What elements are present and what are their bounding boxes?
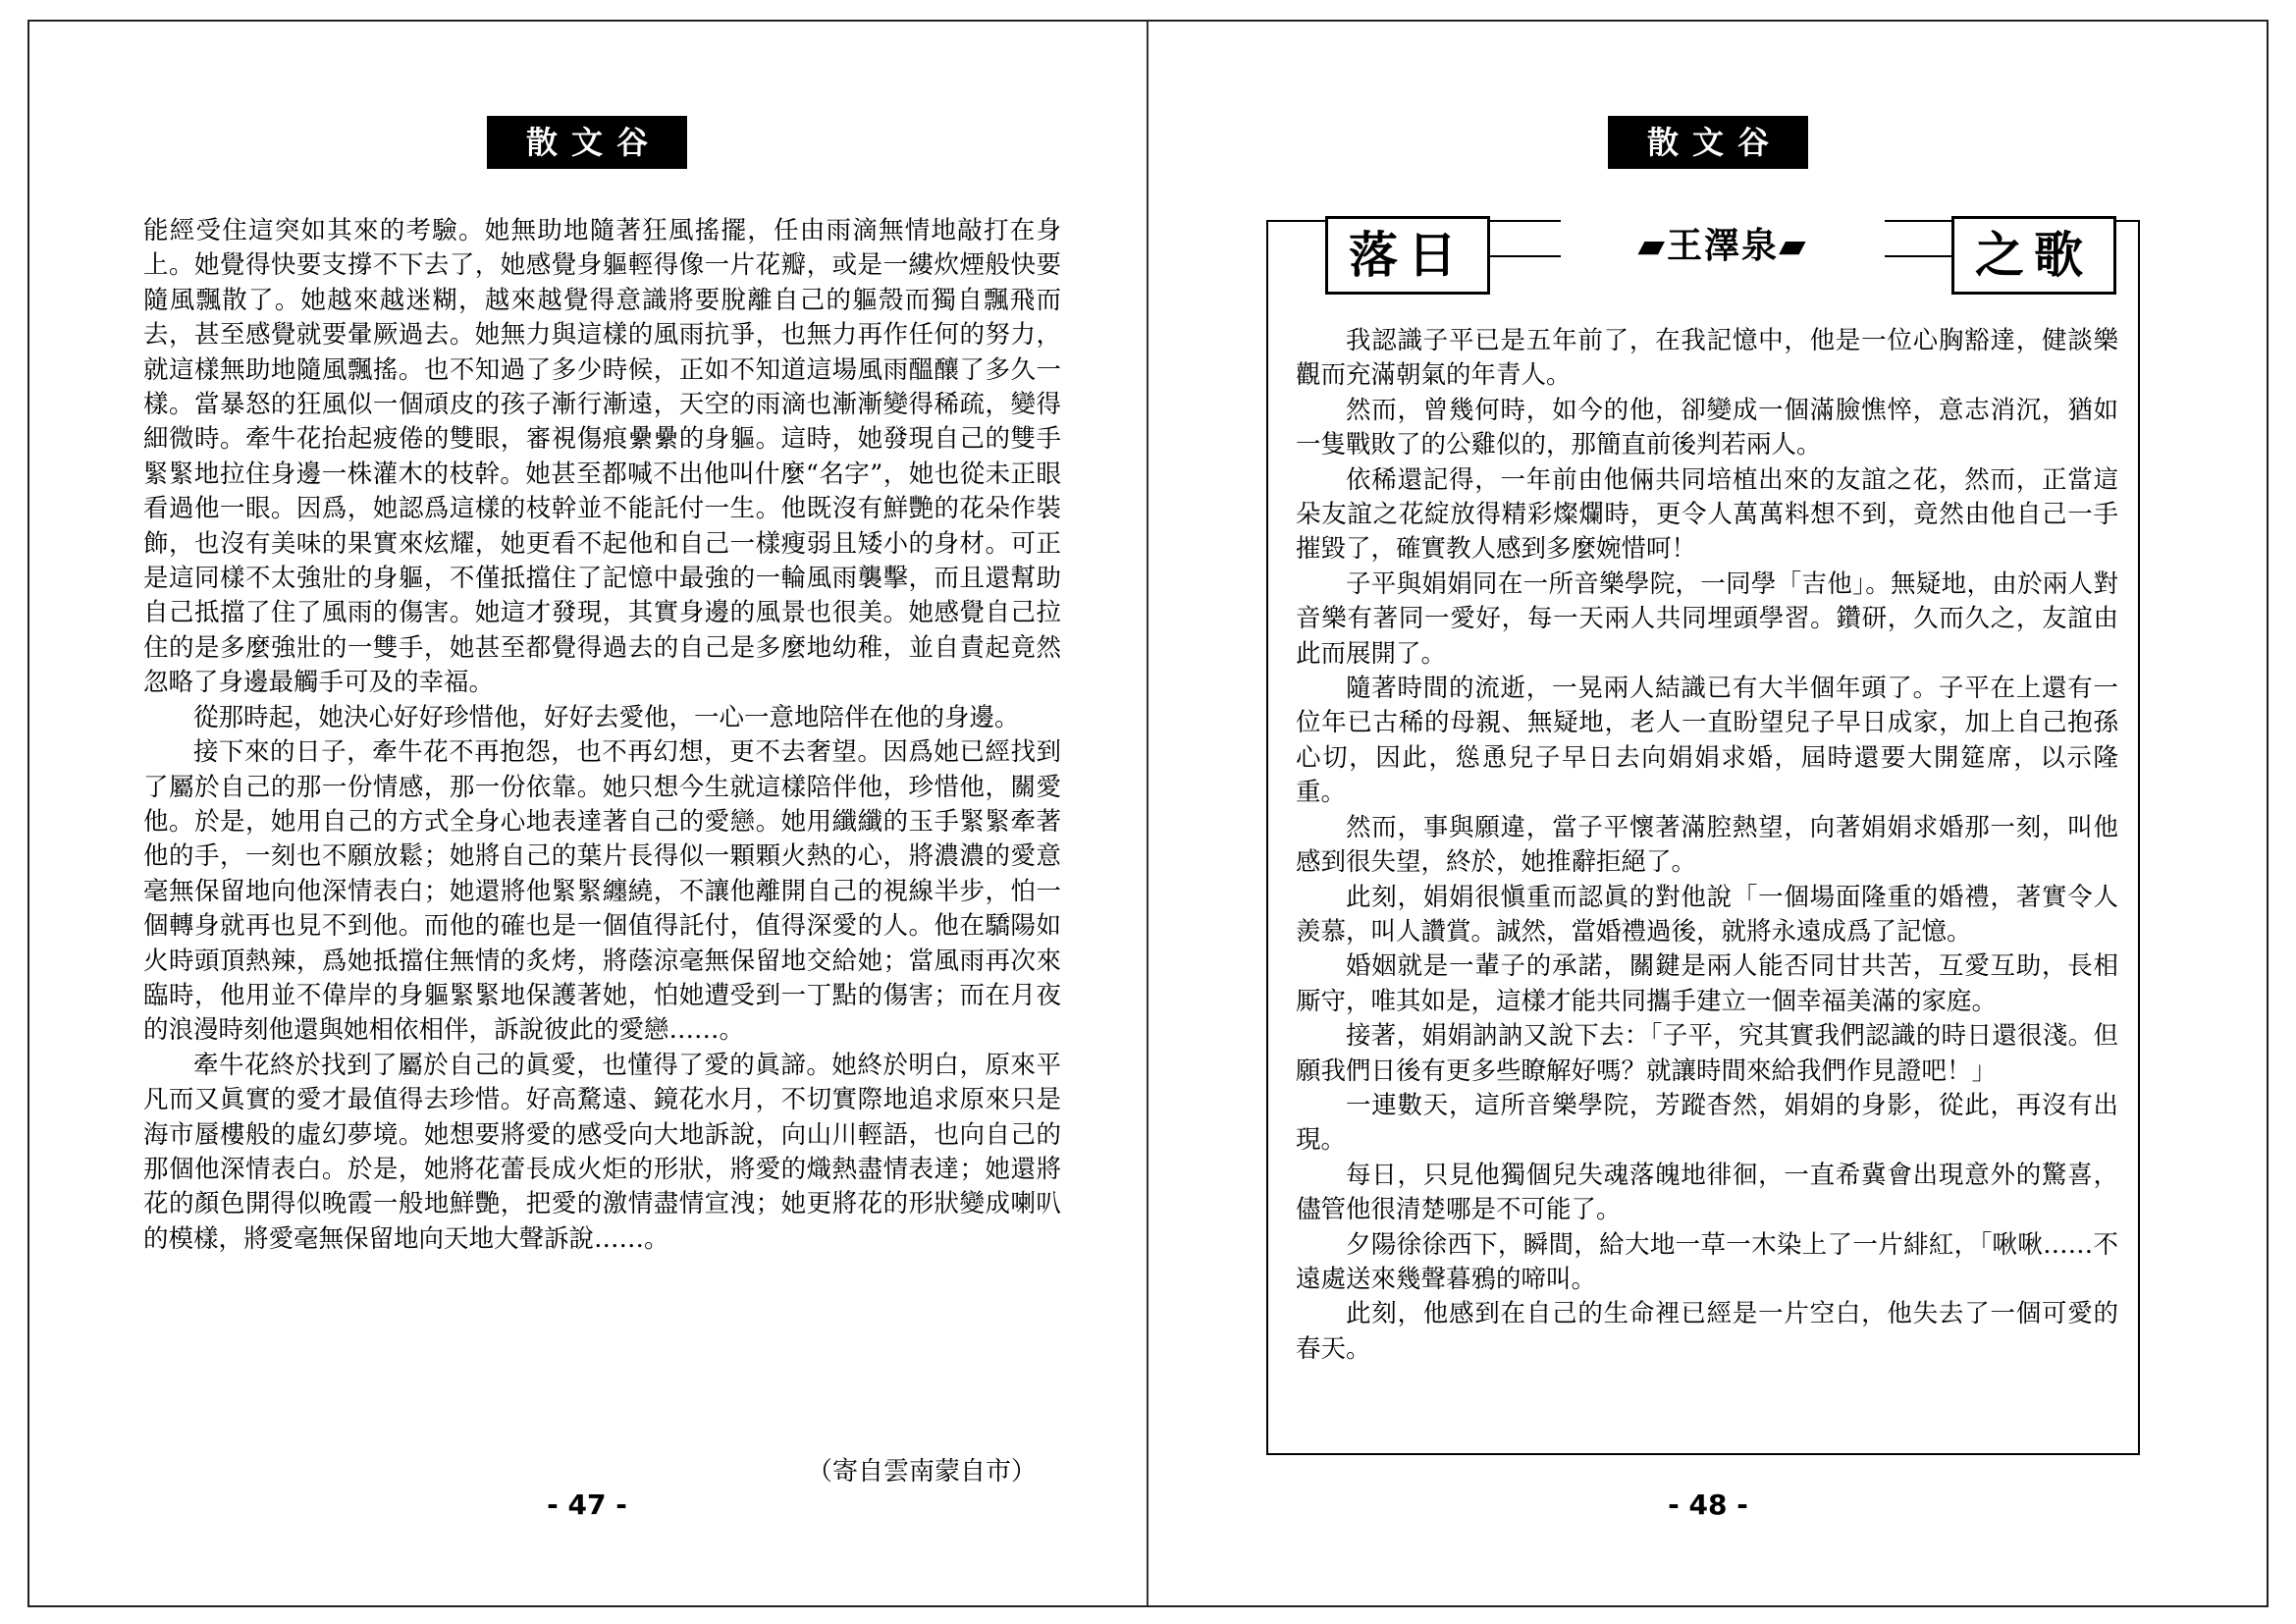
paragraph: 隨著時間的流逝，一晃兩人結識已有大半個年頭了。子平在上還有一位年已古稀的母親、無疑地，老人一直盼望兒子早日成家，加上自己抱孫心切，因此，慫恿兒子早日去向娟娟求婚，屆時還要大開筵席，以示隆重。 [1296,674,2118,808]
article-title-left: 落日 [1325,216,1490,295]
paragraph: 能經受住這突如其來的考驗。她無助地隨著狂風搖擺，任由雨滴無情地敲打在身上。她覺得快要支撐不下去了，她感覺身軀輕得像一片花瓣，或是一縷炊煙般快要隨風飄散了。她越來越迷糊，越來越覺得意識將要脫離自己的軀殼而獨自飄飛而去，甚至感覺就要暈厥過去。她無力與這樣的風雨抗爭，也無力再作任何的努力，就這樣無助地隨風飄搖。也不知過了多少時候，正如不知道這場風雨醞釀了多久一樣。當暴怒的狂風似一個頑皮的孩子漸行漸遠，天空的雨滴也漸漸變得稀疏，變得細微時。牽牛花抬起疲倦的雙眼，審視傷痕纍纍的身軀。這時，她發現自己的雙手緊緊地拉住身邊一株灌木的枝幹。她甚至都喊不出他叫什麼“名字”，她也從未正眼看過他一眼。因爲，她認爲這樣的枝幹並不能託付一生。他既沒有鮮艷的花朵作裝飾，也沒有美味的果實來炫耀，她更看不起他和自己一樣瘦弱且矮小的身材。可正是這同樣不太強壯的身軀，不僅抵擋住了記憶中最強的一輪風雨襲擊，而且還幫助自己抵擋了住了風雨的傷害。她這才發現，其實身邊的風景也很美。她感覺自己拉住的是多麼強壯的一雙手，她甚至都覺得過去的自己是多麼地幼稚，並自責起竟然忽略了身邊最觸手可及的幸福。 [143,216,1061,698]
page-number: - 47 - [547,1489,627,1521]
paragraph: 接著，娟娟訥訥又說下去：「子平，究其實我們認識的時日還很淺。但願我們日後有更多些瞭解好嗎？就讓時間來給我們作見證吧！」 [1296,1021,2118,1086]
paragraph: 然而，事與願違，當子平懷著滿腔熱望，向著娟娟求婚那一刻，叫他感到很失望，終於，她推辭拒絕了。 [1296,812,2118,878]
paragraph: 夕陽徐徐西下，瞬間，給大地一草一木染上了一片緋紅，「啾啾……不遠處送來幾聲暮鴉的啼叫。 [1296,1229,2118,1294]
paragraph: 每日，只見他獨個兒失魂落魄地徘徊，一直希冀會出現意外的驚喜，儘管他很清楚哪是不可能了。 [1296,1160,2118,1225]
paragraph: 我認識子平已是五年前了，在我記憶中，他是一位心胸豁達，健談樂觀而充滿朝氣的年青人。 [1296,326,2118,391]
paragraph: 依稀還記得，一年前由他倆共同培植出來的友誼之花，然而，正當這朵友誼之花綻放得精彩燦爛時，更令人萬萬料想不到，竟然由他自己一手摧毀了，確實教人感到多麼婉惜呵！ [1296,464,2118,565]
paragraph: 子平與娟娟同在一所音樂學院，一同學「吉他」。無疑地，由於兩人對音樂有著同一愛好，每一天兩人共同埋頭學習。鑽研，久而久之，友誼由此而展開了。 [1296,568,2118,669]
paragraph: 牽牛花終於找到了屬於自己的眞愛，也懂得了愛的眞諦。她終於明白，原來平凡而又眞實的愛才最值得去珍惜。好高騖遠、鏡花水月，不切實際地追求原來只是海市蜃樓般的虛幻夢境。她想要將愛的感受向大地訴說，向山川輕語，也向自己的那個他深情表白。於是，她將花蕾長成火炬的形狀，將愛的熾熱盡情表達；她還將花的顏色開得似晚霞一般地鮮艷，把愛的激情盡情宣洩；她更將花的形狀變成喇叭的模樣，將愛毫無保留地向天地大聲訴說……。 [143,1050,1061,1254]
paragraph: 一連數天，這所音樂學院，芳蹤杳然，娟娟的身影，從此，再沒有出現。 [1296,1090,2118,1156]
paragraph: 此刻，娟娟很愼重而認眞的對他說「一個場面隆重的婚禮，著實令人羨慕，叫人讚賞。誠然，當婚禮過後，就將永遠成爲了記憶。 [1296,882,2118,947]
left-page [27,0,1147,1624]
paragraph: 然而，曾幾何時，如今的他，卻變成一個滿臉憔悴，意志消沉，猶如一隻戰敗了的公雞似的，那簡直前後判若兩人。 [1296,395,2118,460]
article-body [1296,324,2118,1367]
section-header: 散文谷 [1608,116,1808,169]
paragraph: 接下來的日子，牽牛花不再抱怨，也不再幻想，更不去奢望。因爲她已經找到了屬於自己的那一份情感，那一份依靠。她只想今生就這樣陪伴他，珍惜他，關愛他。於是，她用自己的方式全身心地表達著自己的愛戀。她用纖纖的玉手緊緊牽著他的手，一刻也不願放鬆；她將自己的葉片長得似一顆顆火熱的心，將濃濃的愛意毫無保留地向他深情表白；她還將他緊緊纏繞，不讓他離開自己的視線半步，怕一個轉身就再也見不到他。而他的確也是一個值得託付，值得深愛的人。他在驕陽如火時頭頂熱辣，爲她抵擋住無情的炙烤，將蔭涼毫無保留地交給她；當風雨再次來臨時，他用並不偉岸的身軀緊緊地保護著她，怕她遭受到一丁點的傷害；而在月夜的浪漫時刻他還與她相依相伴，訴說彼此的愛戀……。 [143,737,1061,1046]
byline: （寄自雲南蒙自市） [806,1457,1037,1487]
paragraph: 婚姻就是一輩子的承諾，關鍵是兩人能否同甘共苦，互愛互助，長相厮守，唯其如是，這樣才能共同攜手建立一個幸福美滿的家庭。 [1296,951,2118,1016]
author-name: ▰王澤泉▰ [1561,218,1885,268]
article-title-right: 之歌 [1951,216,2116,295]
paragraph: 此刻，他感到在自己的生命裡已經是一片空白，他失去了一個可愛的春天。 [1296,1299,2118,1364]
article-body [143,214,1061,1257]
paragraph: 從那時起，她決心好好珍惜他，好好去愛他，一心一意地陪伴在他的身邊。 [193,702,1020,732]
page-number: - 48 - [1668,1489,1748,1521]
section-header: 散文谷 [487,116,687,169]
right-page [1148,0,2269,1624]
